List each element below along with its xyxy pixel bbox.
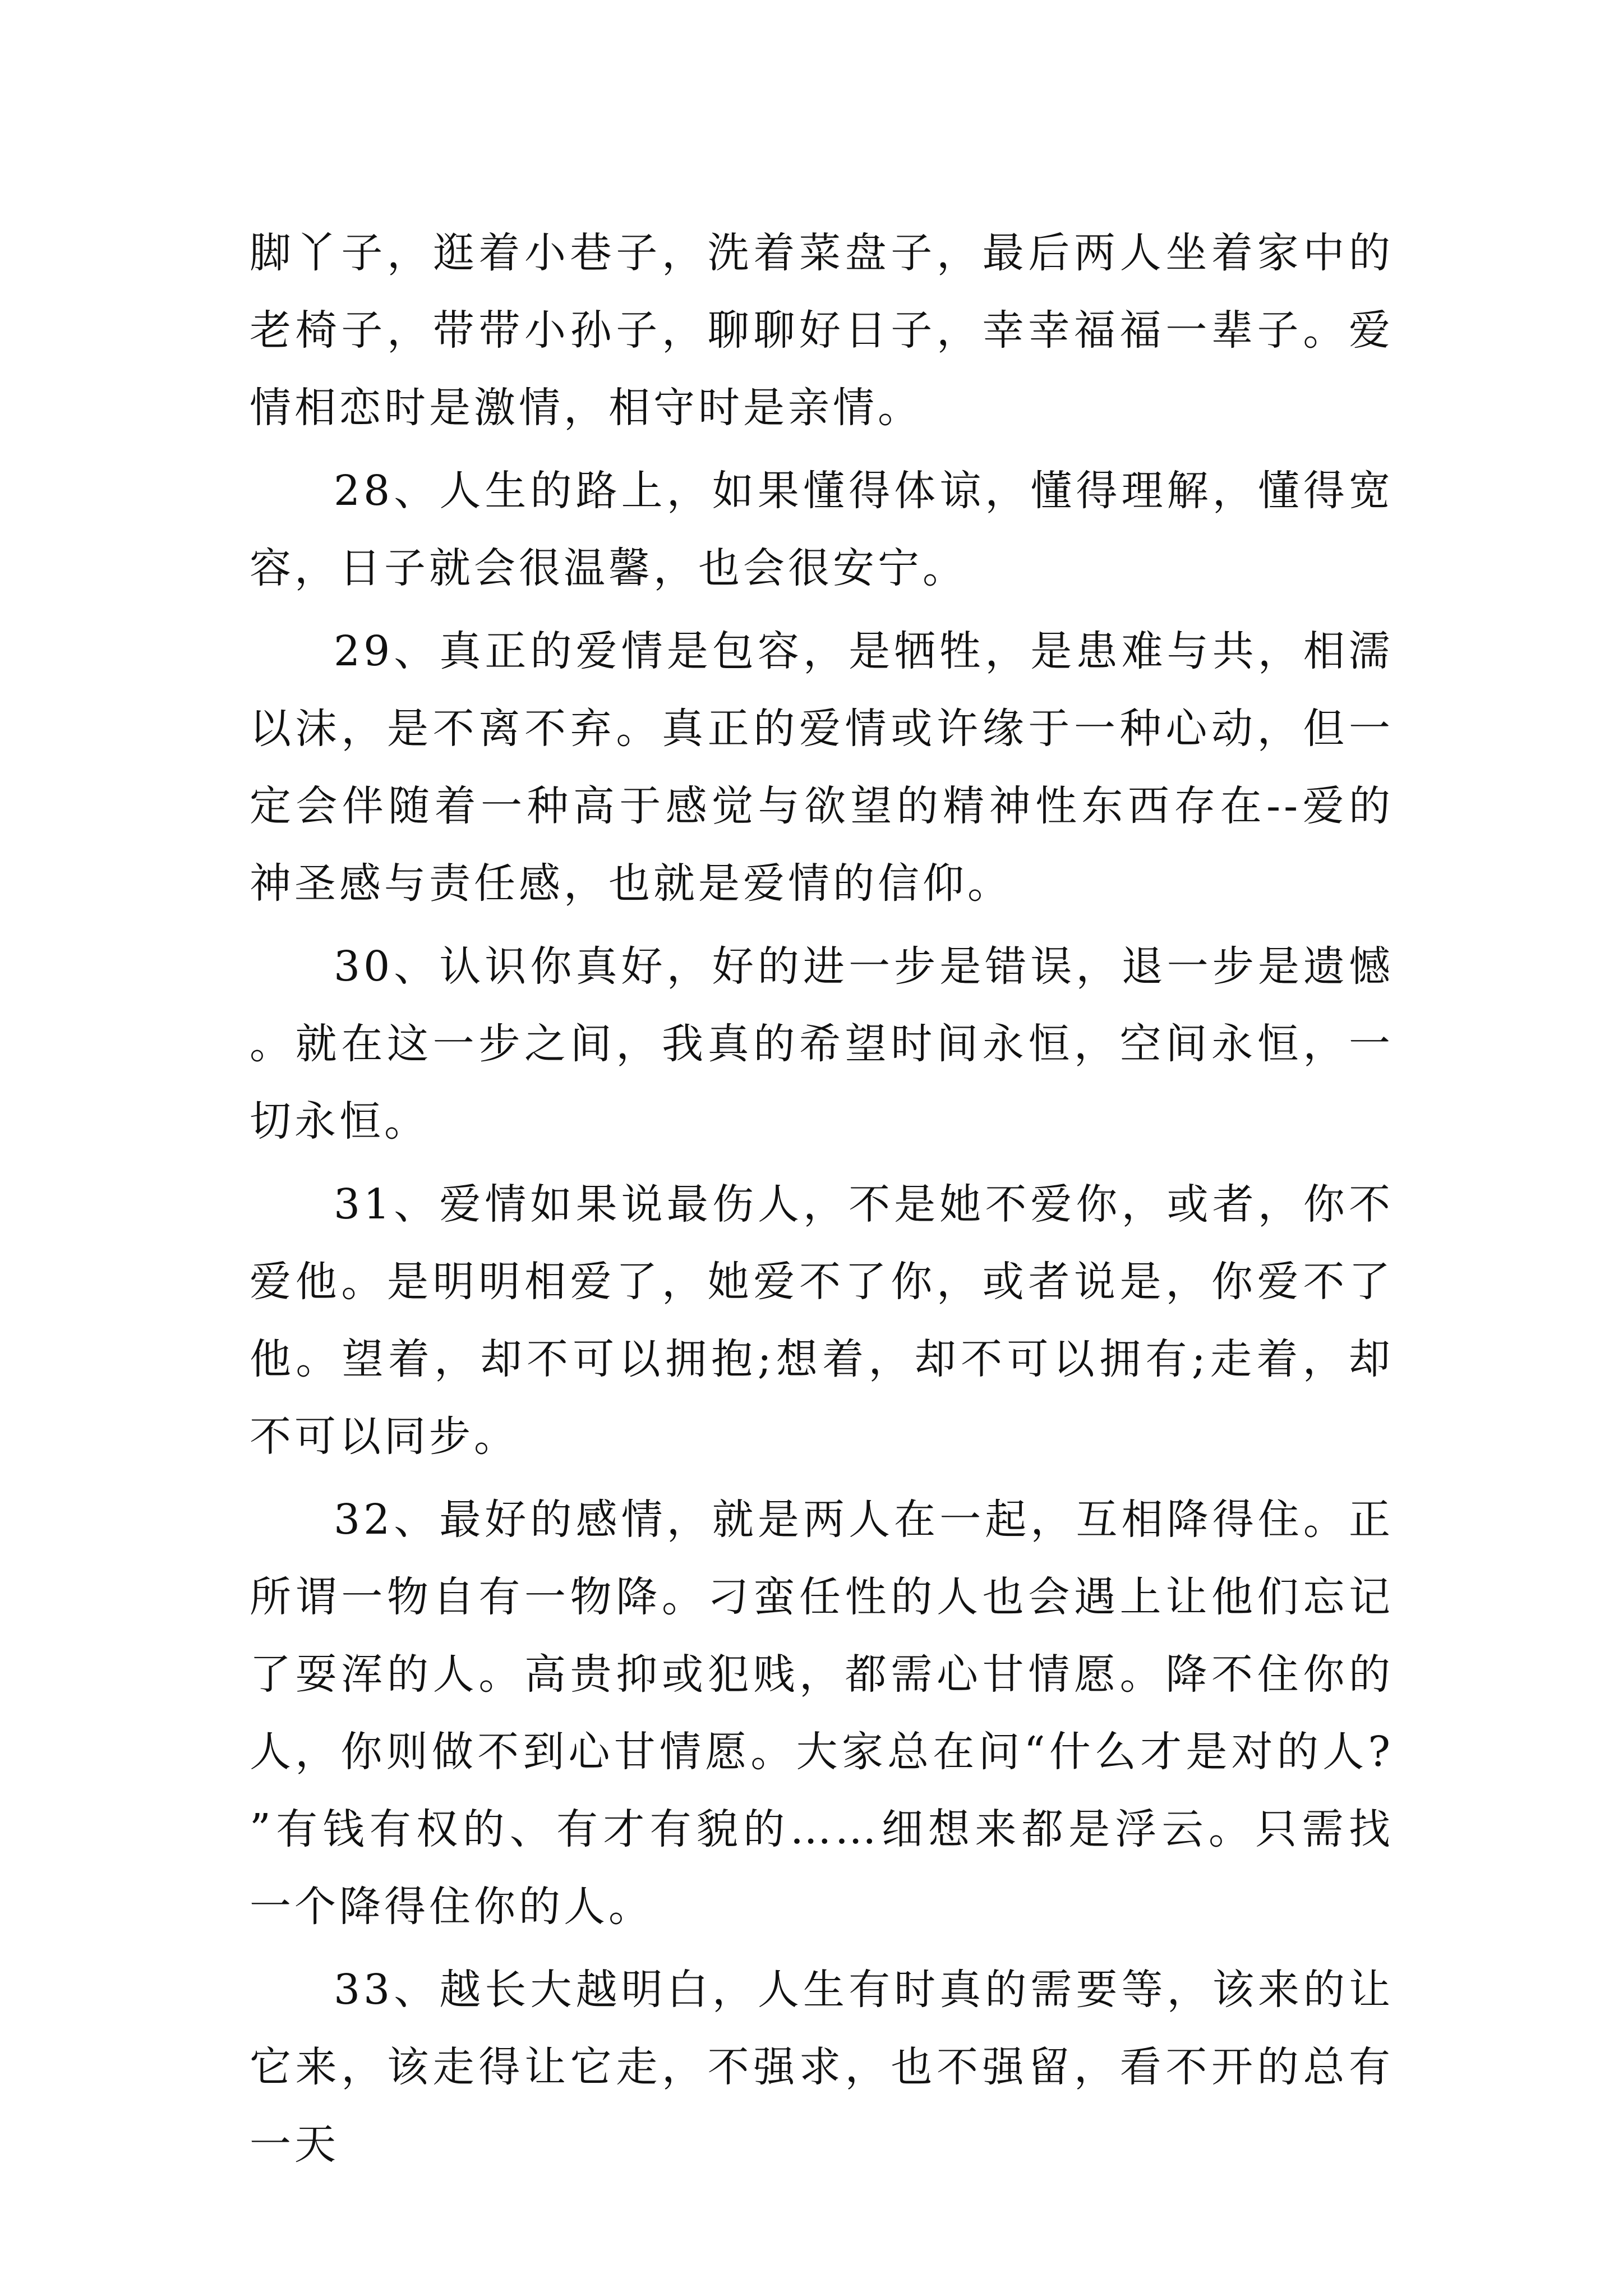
paragraph-30: 30、认识你真好，好的进一步是错误，退一步是遗憾。就在这一步之间，我真的希望时间永恒，空间永恒，一切永恒。 <box>250 942 1394 1145</box>
document-body <box>250 214 1394 2189</box>
paragraph-33: 33、越长大越明白，人生有时真的需要等，该来的让它来，该走得让它走，不强求，也不强留，看不开的总有一天 <box>250 1966 1394 2169</box>
paragraph-32: 32、最好的感情，就是两人在一起，互相降得住。正所谓一物自有一物降。刁蛮任性的人也会遇上让他们忘记了耍浑的人。高贵抑或犯贱，都需心甘情愿。降不住你的人，你则做不到心甘情愿。大家总在问“什么才是对的人?”有钱有权的、有才有貌的……细想来都是浮云。只需找一个降得住你的人。 <box>250 1496 1394 1931</box>
paragraph-continuation: 脚丫子，逛着小巷子，洗着菜盘子，最后两人坐着家中的老椅子，带带小孙子，聊聊好日子，幸幸福福一辈子。爱情相恋时是激情，相守时是亲情。 <box>250 229 1394 432</box>
paragraph-28: 28、人生的路上，如果懂得体谅，懂得理解，懂得宽容，日子就会很温馨，也会很安宁。 <box>250 467 1394 592</box>
paragraph-31: 31、爱情如果说最伤人，不是她不爱你，或者，你不爱他。是明明相爱了，她爱不了你，或者说是，你爱不了他。望着，却不可以拥抱;想着，却不可以拥有;走着，却不可以同步。 <box>250 1180 1394 1461</box>
paragraph-29: 29、真正的爱情是包容，是牺牲，是患难与共，相濡以沫，是不离不弃。真正的爱情或许缘于一种心动，但一定会伴随着一种高于感觉与欲望的精神性东西存在--爱的神圣感与责任感，也就是爱情的信仰。 <box>250 627 1394 908</box>
